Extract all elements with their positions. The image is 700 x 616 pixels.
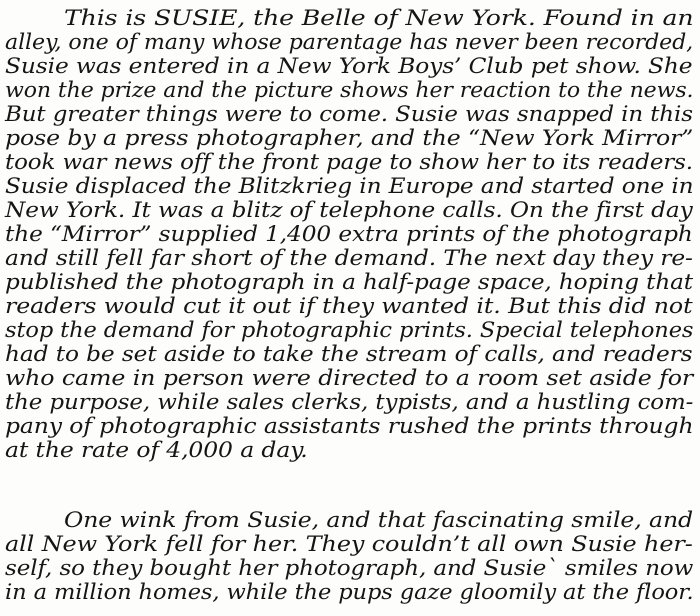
text-line: in a million homes, while the pups gaze gloomily at the floor. <box>5 580 694 604</box>
text-line: published the photograph in a half-page space, hoping that <box>5 270 693 294</box>
text-line: stop the demand for photographic prints. Special telephones <box>5 318 694 342</box>
text-line: at the rate of 4,000 a day. <box>5 438 308 462</box>
text-line: One wink from Susie, and that fascinating smile, and <box>64 508 694 532</box>
text-line: the “Mirror” supplied 1,400 extra prints of the photograph <box>5 222 693 246</box>
text-line: alley, one of many whose parentage has never been recorded, <box>5 30 694 54</box>
text-line: pose by a press photographer, and the “New York Mirror” <box>5 126 694 150</box>
text-line: Susie was entered in a New York Boys’ Club pet show. She <box>5 54 693 78</box>
text-line: self, so they bought her photograph, and Susie` smiles now <box>5 556 694 580</box>
text-line: Susie displaced the Blitzkrieg in Europe and started one in <box>5 174 694 198</box>
text-line: and still fell far short of the demand. The next day they re- <box>5 246 693 270</box>
text-line: pany of photographic assistants rushed the prints through <box>5 414 694 438</box>
text-line: all New York fell for her. They couldn’t all own Susie her- <box>5 532 693 556</box>
text-line: But greater things were to come. Susie was snapped in this <box>5 102 693 126</box>
text-line: New York. It was a blitz of telephone calls. On the first day <box>5 198 693 222</box>
text-line: won the prize and the picture shows her reaction to the news. <box>5 78 694 102</box>
text-line: the purpose, while sales clerks, typists, and a hustling com- <box>5 390 694 414</box>
text-line: readers would cut it out if they wanted it. But this did not <box>5 294 693 318</box>
text-line: This is SUSIE, the Belle of New York. Found in an <box>64 6 694 30</box>
text-line: had to be set aside to take the stream of calls, and readers <box>5 342 693 366</box>
text-line: took war news off the front page to show her to its readers. <box>5 150 693 174</box>
text-line: who came in person were directed to a room set aside for <box>5 366 694 390</box>
